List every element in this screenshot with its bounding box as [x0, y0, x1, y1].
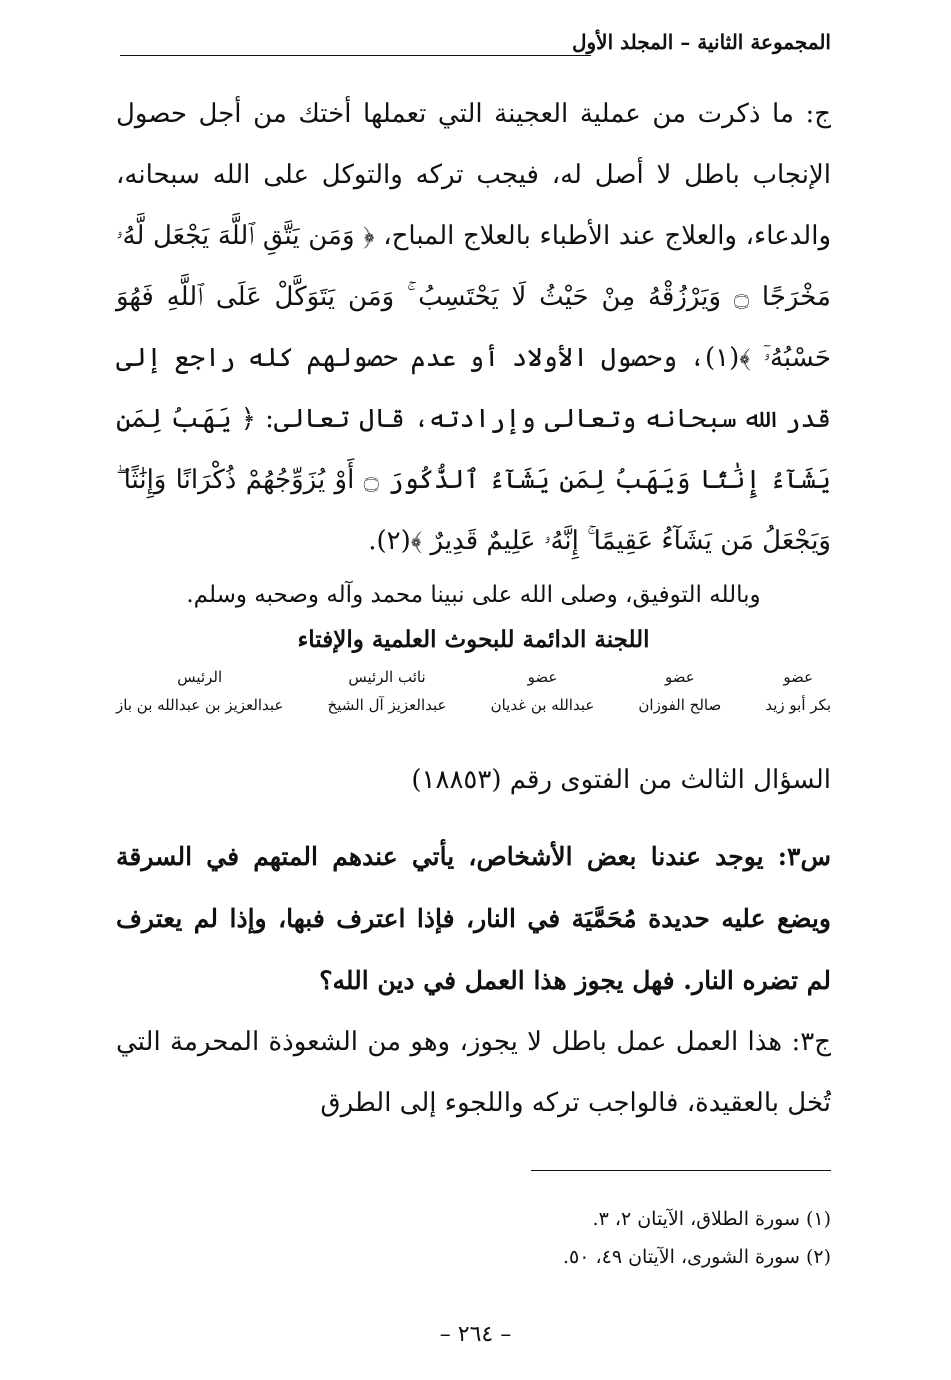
running-header: [0, 26, 831, 60]
page-body: [116, 84, 831, 1134]
signature-role: عضو: [664, 668, 695, 686]
signature-name: صالح الفوزان: [638, 696, 722, 714]
signature-role: عضو: [783, 668, 814, 686]
section-heading: السؤال الثالث من الفتوى رقم (١٨٨٥٣): [411, 765, 831, 795]
signature-name: عبدالله بن غديان: [490, 696, 595, 714]
signature-name: بكر أبو زيد: [765, 696, 831, 714]
signature-role: الرئيس: [177, 668, 223, 686]
signature-member-2: [638, 666, 721, 722]
question-paragraph: س٣: يوجد عندنا بعض الأشخاص، يأتي عندهم المتهم في السرقة ويضع عليه حديدة مُحَمَّيَة في النار، فإذا اعترف فبها، وإذا لم يعترف لم تضره النار. فهل يجوز هذا العمل في دين الله؟: [116, 842, 831, 995]
signature-member-3: [491, 666, 595, 722]
signature-vice-president: [328, 666, 447, 722]
signature-member-1: [765, 666, 831, 722]
page-number: – ٢٦٤ –: [439, 1322, 512, 1347]
signature-name: عبدالعزيز آل الشيخ: [327, 696, 447, 714]
signature-block: [116, 666, 831, 722]
footnote-rule: [531, 1170, 831, 1171]
footnotes: [116, 1200, 831, 1276]
answer-paragraph: ج: ما ذكرت من عملية العجينة التي تعملها أختك من أجل حصول الإنجاب باطل لا أصل له، فيجب تركه والتوكل على الله سبحانه، والدعاء، والعلاج عند الأطباء بالعلاج المباح، ﴿ وَمَن يَتَّقِ ٱللَّهَ يَجْعَل لَّهُۥ مَخْرَجًا ۝ وَيَرْزُقْهُ مِنْ حَيْثُ لَا يَحْتَسِبُ ۚ وَمَن يَتَوَكَّلْ عَلَى ٱللَّهِ فَهُوَ حَسْبُهُۥٓ ﴾(١)، وحصول الأولاد أو عدم حصولهم كله راجع إلى قدر الله سبحانه وتعالى وإرادته، قال تعالى: ﴿ يَهَبُ لِمَن يَشَآءُ إِنَٰثًا وَيَهَبُ لِمَن يَشَآءُ ٱلذُّكُورَ ۝ أَوْ يُزَوِّجُهُمْ ذُكْرَانًا وَإِنَٰثًا ۖ وَيَجْعَلُ مَن يَشَآءُ عَقِيمًا ۚ إِنَّهُۥ عَلِيمٌ قَدِيرٌ ﴾(٢).: [116, 99, 831, 556]
committee-title: اللجنة الدائمة للبحوث العلمية والإفتاء: [297, 626, 650, 653]
footnote-1: (١) سورة الطلاق، الآيتان ٢، ٣.: [592, 1208, 831, 1230]
signature-president: [116, 666, 283, 722]
footnote-2: (٢) سورة الشورى، الآيتان ٤٩، ٥٠.: [562, 1246, 831, 1268]
header-rule: [120, 55, 591, 56]
signature-role: نائب الرئيس: [348, 668, 426, 686]
answer-2-paragraph: ج٣: هذا العمل عمل باطل لا يجوز، وهو من الشعوذة المحرمة التي تُخل بالعقيدة، فالواجب تركه واللجوء إلى الطرق: [116, 1027, 831, 1118]
closing-line: وبالله التوفيق، وصلى الله على نبينا محمد وآله وصحبه وسلم.: [186, 582, 761, 608]
signature-name: عبدالعزيز بن عبدالله بن باز: [116, 696, 284, 714]
running-title: المجموعة الثانية – المجلد الأول: [571, 30, 831, 54]
signature-role: عضو: [527, 668, 558, 686]
